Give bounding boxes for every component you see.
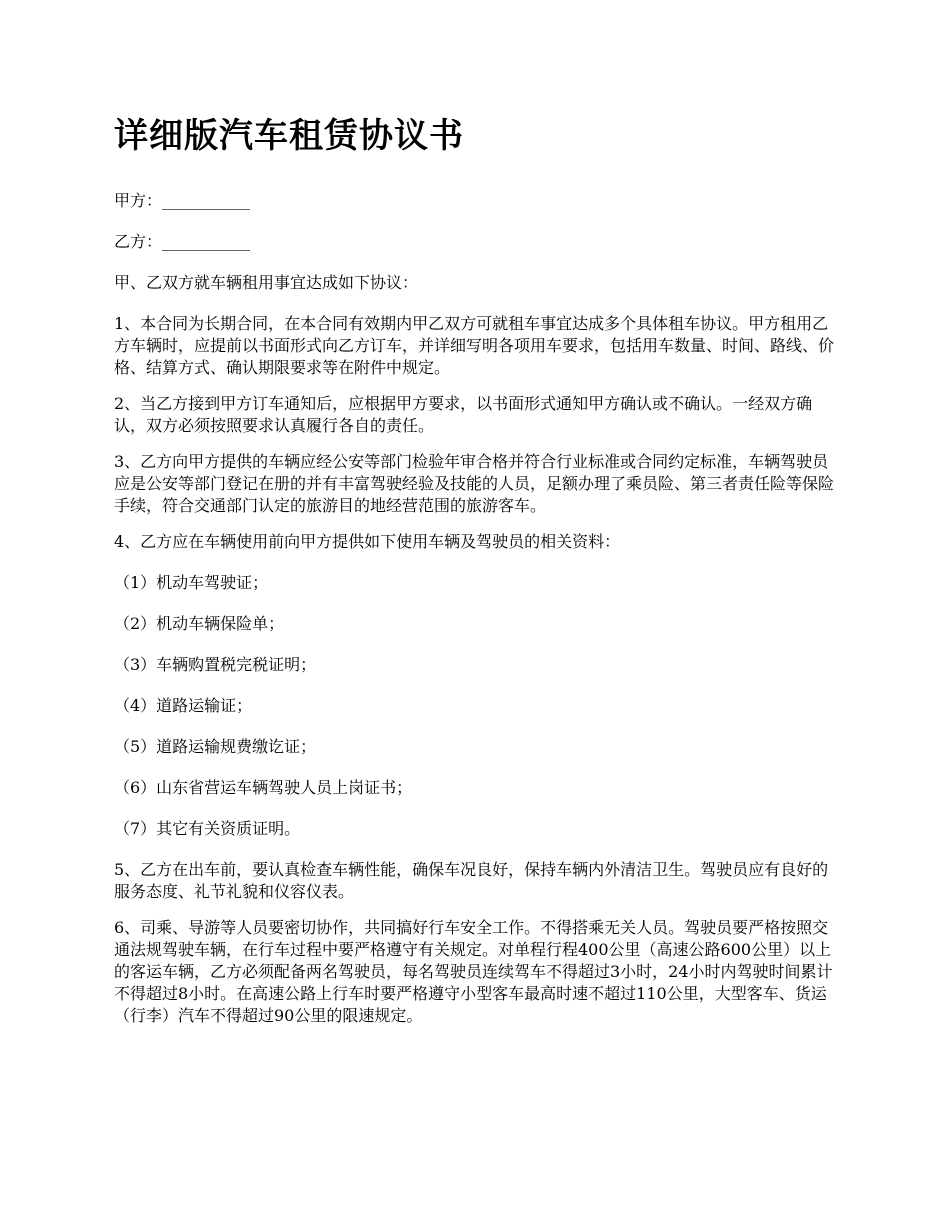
intro-paragraph: 甲、乙双方就车辆租用事宜达成如下协议： [114, 273, 419, 292]
list-item: （6）山东省营运车辆驾驶人员上岗证书； [114, 778, 413, 797]
list-item: （5）道路运输规费缴讫证； [114, 737, 317, 756]
document-page [114, 110, 844, 1041]
list-item: （7）其它有关资质证明。 [114, 819, 301, 838]
list-item: （1）机动车驾驶证； [114, 573, 269, 592]
list-item: （3）车辆购置税完税证明； [114, 655, 317, 674]
party-a-line [114, 190, 844, 212]
clause-6: 6、司乘、导游等人员要密切协作，共同搞好行车安全工作。不得搭乘无关人员。驾驶员要严格按照交通法规驾驶车辆，在行车过程中要严格遵守有关规定。对单程行程400公里（高速公路600公里）以上的客运车辆，乙方必须配备两名驾驶员，每名驾驶员连续驾车不得超过3小时，24小时内驾驶时间累计不得超过8小时。在高速公路上行车时要严格遵守小型客车最高时速不超过110公里，大型客车、货运（行李）汽车不得超过90公里的限速规定。 [114, 918, 833, 1025]
clause-3: 3、乙方向甲方提供的车辆应经公安等部门检验年审合格并符合行业标准或合同约定标准，车辆驾驶员应是公安等部门登记在册的并有丰富驾驶经验及技能的人员，足额办理了乘员险、第三者责任险等保险手续，符合交通部门认定的旅游目的地经营范围的旅游客车。 [114, 452, 835, 515]
party-a-label: 甲方： [114, 191, 163, 210]
party-b-blank: ___________ [162, 232, 251, 251]
clause-1: 1、本合同为长期合同，在本合同有效期内甲乙双方可就租车事宜达成多个具体租车协议。甲方租用乙方车辆时，应提前以书面形式向乙方订车，并详细写明各项用车要求，包括用车数量、时间、路线、价格、结算方式、确认期限要求等在附件中规定。 [114, 314, 835, 377]
clause-2: 2、当乙方接到甲方订车通知后，应根据甲方要求，以书面形式通知甲方确认或不确认。一经双方确认，双方必须按照要求认真履行各自的责任。 [114, 394, 813, 435]
clause-4: 4、乙方应在车辆使用前向甲方提供如下使用车辆及驾驶员的相关资料： [114, 532, 621, 551]
document-title: 详细版汽车租赁协议书 [114, 116, 464, 156]
list-item: （2）机动车辆保险单； [114, 614, 285, 633]
party-b-line [114, 231, 844, 253]
list-item: （4）道路运输证； [114, 696, 253, 715]
party-a-blank: ___________ [162, 191, 251, 210]
clause-5: 5、乙方在出车前，要认真检查车辆性能，确保车况良好，保持车辆内外清洁卫生。驾驶员应有良好的服务态度、礼节礼貌和仪容仪表。 [114, 860, 829, 901]
party-b-label: 乙方： [114, 232, 163, 251]
